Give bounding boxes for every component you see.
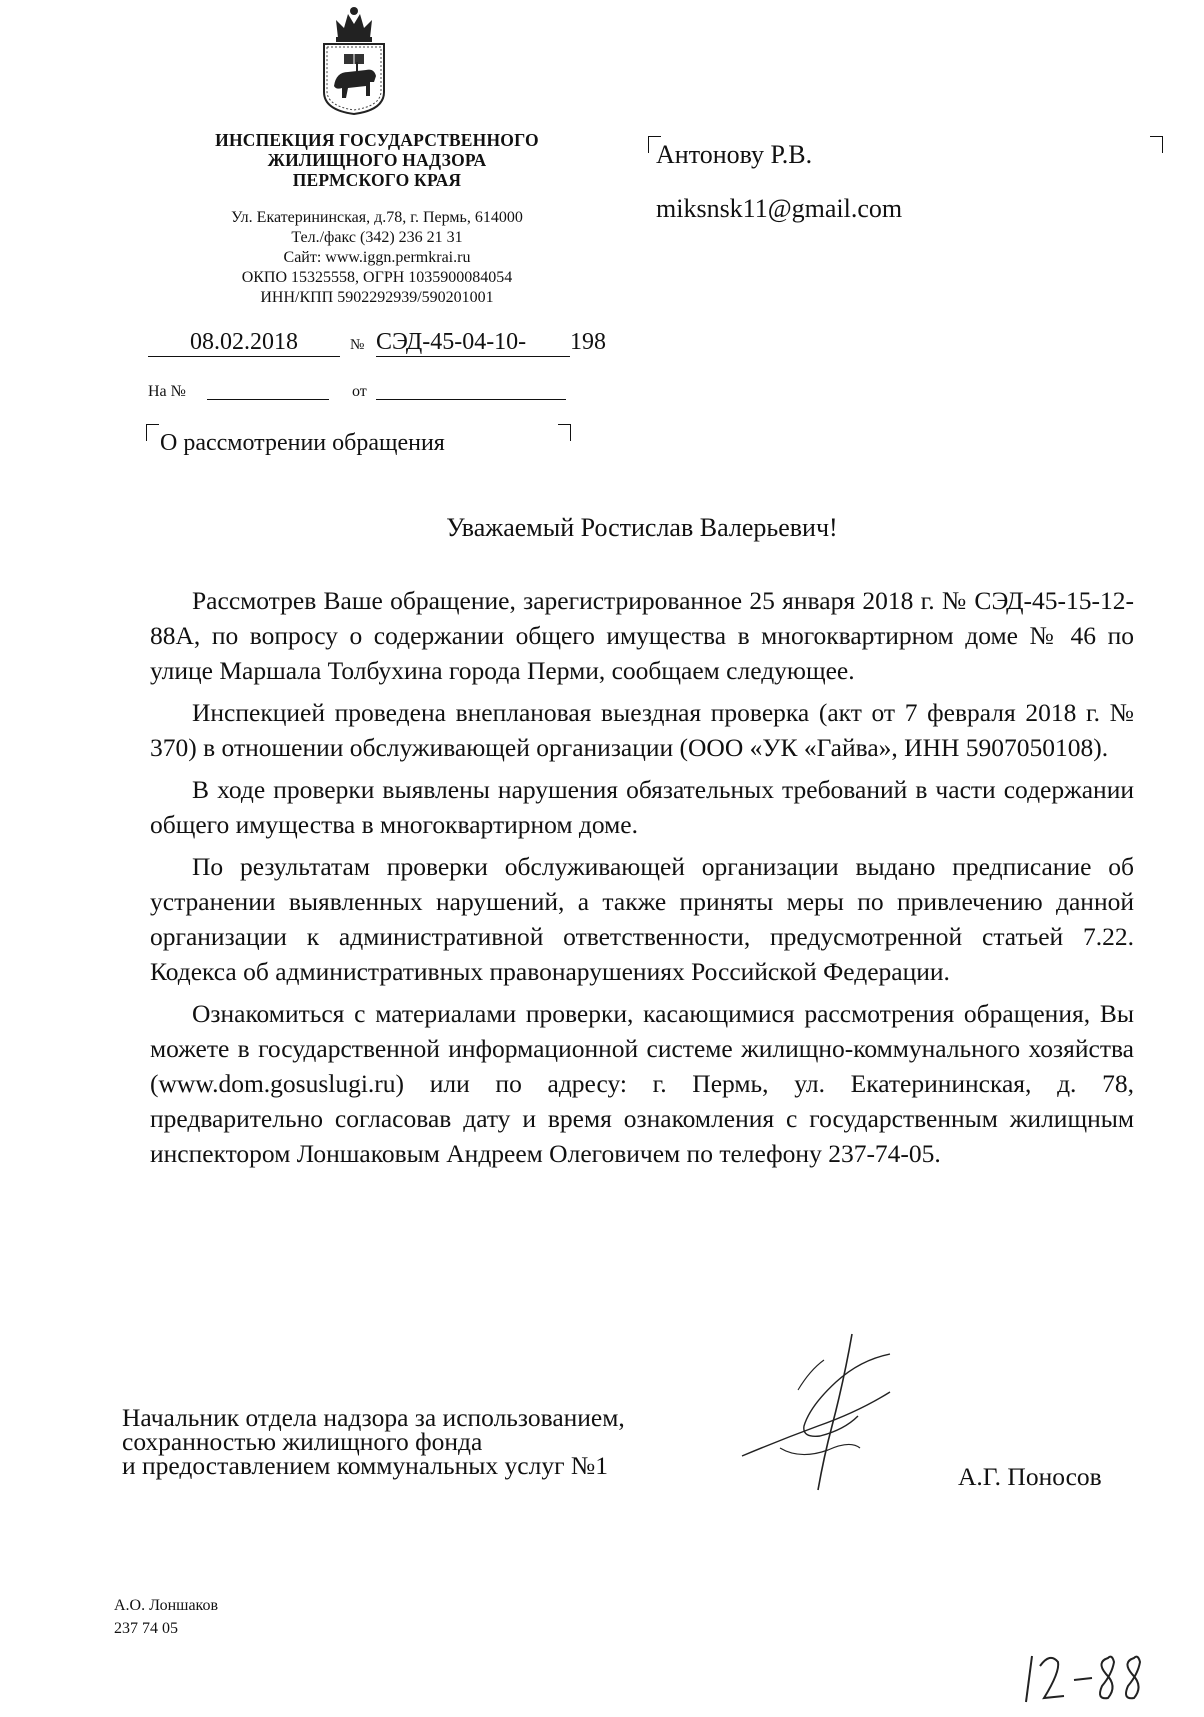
sender-contacts — [140, 208, 614, 308]
greeting: Уважаемый Ростислав Валерьевич! — [446, 513, 838, 542]
signer-title-line: Начальник отдела надзора за использованием, — [122, 1403, 625, 1432]
letter-subject: О рассмотрении обращения — [160, 430, 445, 456]
registration-date: 08.02.2018 — [148, 328, 340, 357]
body-paragraph: В ходе проверки выявлены нарушения обязательных требований в части содержании общего имущества в многоквартирном доме. — [150, 775, 1134, 839]
signer-name: А.Г. Поносов — [958, 1462, 1102, 1491]
sender-phone: Тел./факс (342) 236 21 31 — [291, 229, 463, 246]
addressee-name: Антонову Р.В. — [656, 140, 813, 169]
sender-organization — [140, 130, 614, 190]
body-paragraph: Рассмотрев Ваше обращение, зарегистрированное 25 января 2018 г. № СЭД-45-15-12-88А, по вопросу о содержании общего имущества в многоквартирном доме № 46 по улице Маршала Толбухина города Перми, сообщаем следующее. — [150, 586, 1134, 685]
handwritten-note — [1018, 1648, 1148, 1708]
signer-title-line: и предоставлением коммунальных услуг №1 — [122, 1451, 609, 1480]
subject-corner-left — [146, 424, 159, 441]
org-line: ЖИЛИЩНОГО НАДЗОРА — [267, 150, 487, 170]
registration-number-tail: 198 — [570, 329, 606, 355]
reference-number-blank — [207, 399, 329, 400]
executor-info — [114, 1594, 218, 1640]
signer-title — [122, 1403, 742, 1480]
reference-number-label: На № — [148, 383, 186, 400]
sender-okpo-ogrn: ОКПО 15325558, ОГРН 1035900084054 — [241, 269, 513, 286]
registration-number-sign: № — [350, 337, 365, 353]
reference-date-blank — [376, 399, 566, 400]
executor-name: А.О. Лоншаков — [114, 1597, 219, 1614]
addressee-corner-right — [1150, 136, 1163, 153]
coat-of-arms-emblem — [314, 4, 394, 116]
registration-number: СЭД-45-04-10- — [376, 328, 570, 357]
handwritten-signature — [740, 1330, 900, 1495]
body-paragraph: Инспекцией проведена внеплановая выездная проверка (акт от 7 февраля 2018 г. № 370) в отношении обслуживающей организации (ООО «УК «Гайва», ИНН 5907050108). — [150, 698, 1134, 762]
org-line: ПЕРМСКОГО КРАЯ — [292, 170, 462, 190]
executor-phone: 237 74 05 — [114, 1620, 178, 1637]
subject-corner-right — [558, 424, 571, 441]
reference-from-label: от — [352, 383, 367, 400]
body-paragraph: Ознакомиться с материалами проверки, касающимися рассмотрения обращения, Вы можете в государственной информационной системе жилищно-коммунального хозяйства (www.dom.gosuslugi.ru) или по адресу: г. Пермь, ул. Екатерининская, д. 78, предварительно согласовав дату и время ознакомления с государственным жилищным инспектором Лоншаковым Андреем Олеговичем по телефону 237-74-05. — [150, 999, 1134, 1168]
sender-inn-kpp: ИНН/КПП 5902292939/590201001 — [260, 289, 494, 306]
letter-body — [150, 583, 1134, 1178]
addressee-email: miksnsk11@gmail.com — [656, 194, 903, 223]
sender-site: Сайт: www.iggn.permkrai.ru — [283, 249, 471, 266]
signer-title-line: сохранностью жилищного фонда — [122, 1427, 483, 1456]
body-paragraph: По результатам проверки обслуживающей организации выдано предписание об устранении выявленных нарушений, а также приняты меры по привлечению данной организации к административной ответственности, предусмотренной статьей 7.22. Кодекса об административных правонарушениях Российской Федерации. — [150, 852, 1134, 986]
org-line: ИНСПЕКЦИЯ ГОСУДАРСТВЕННОГО — [215, 130, 539, 150]
sender-address: Ул. Екатерининская, д.78, г. Пермь, 614000 — [231, 209, 523, 226]
